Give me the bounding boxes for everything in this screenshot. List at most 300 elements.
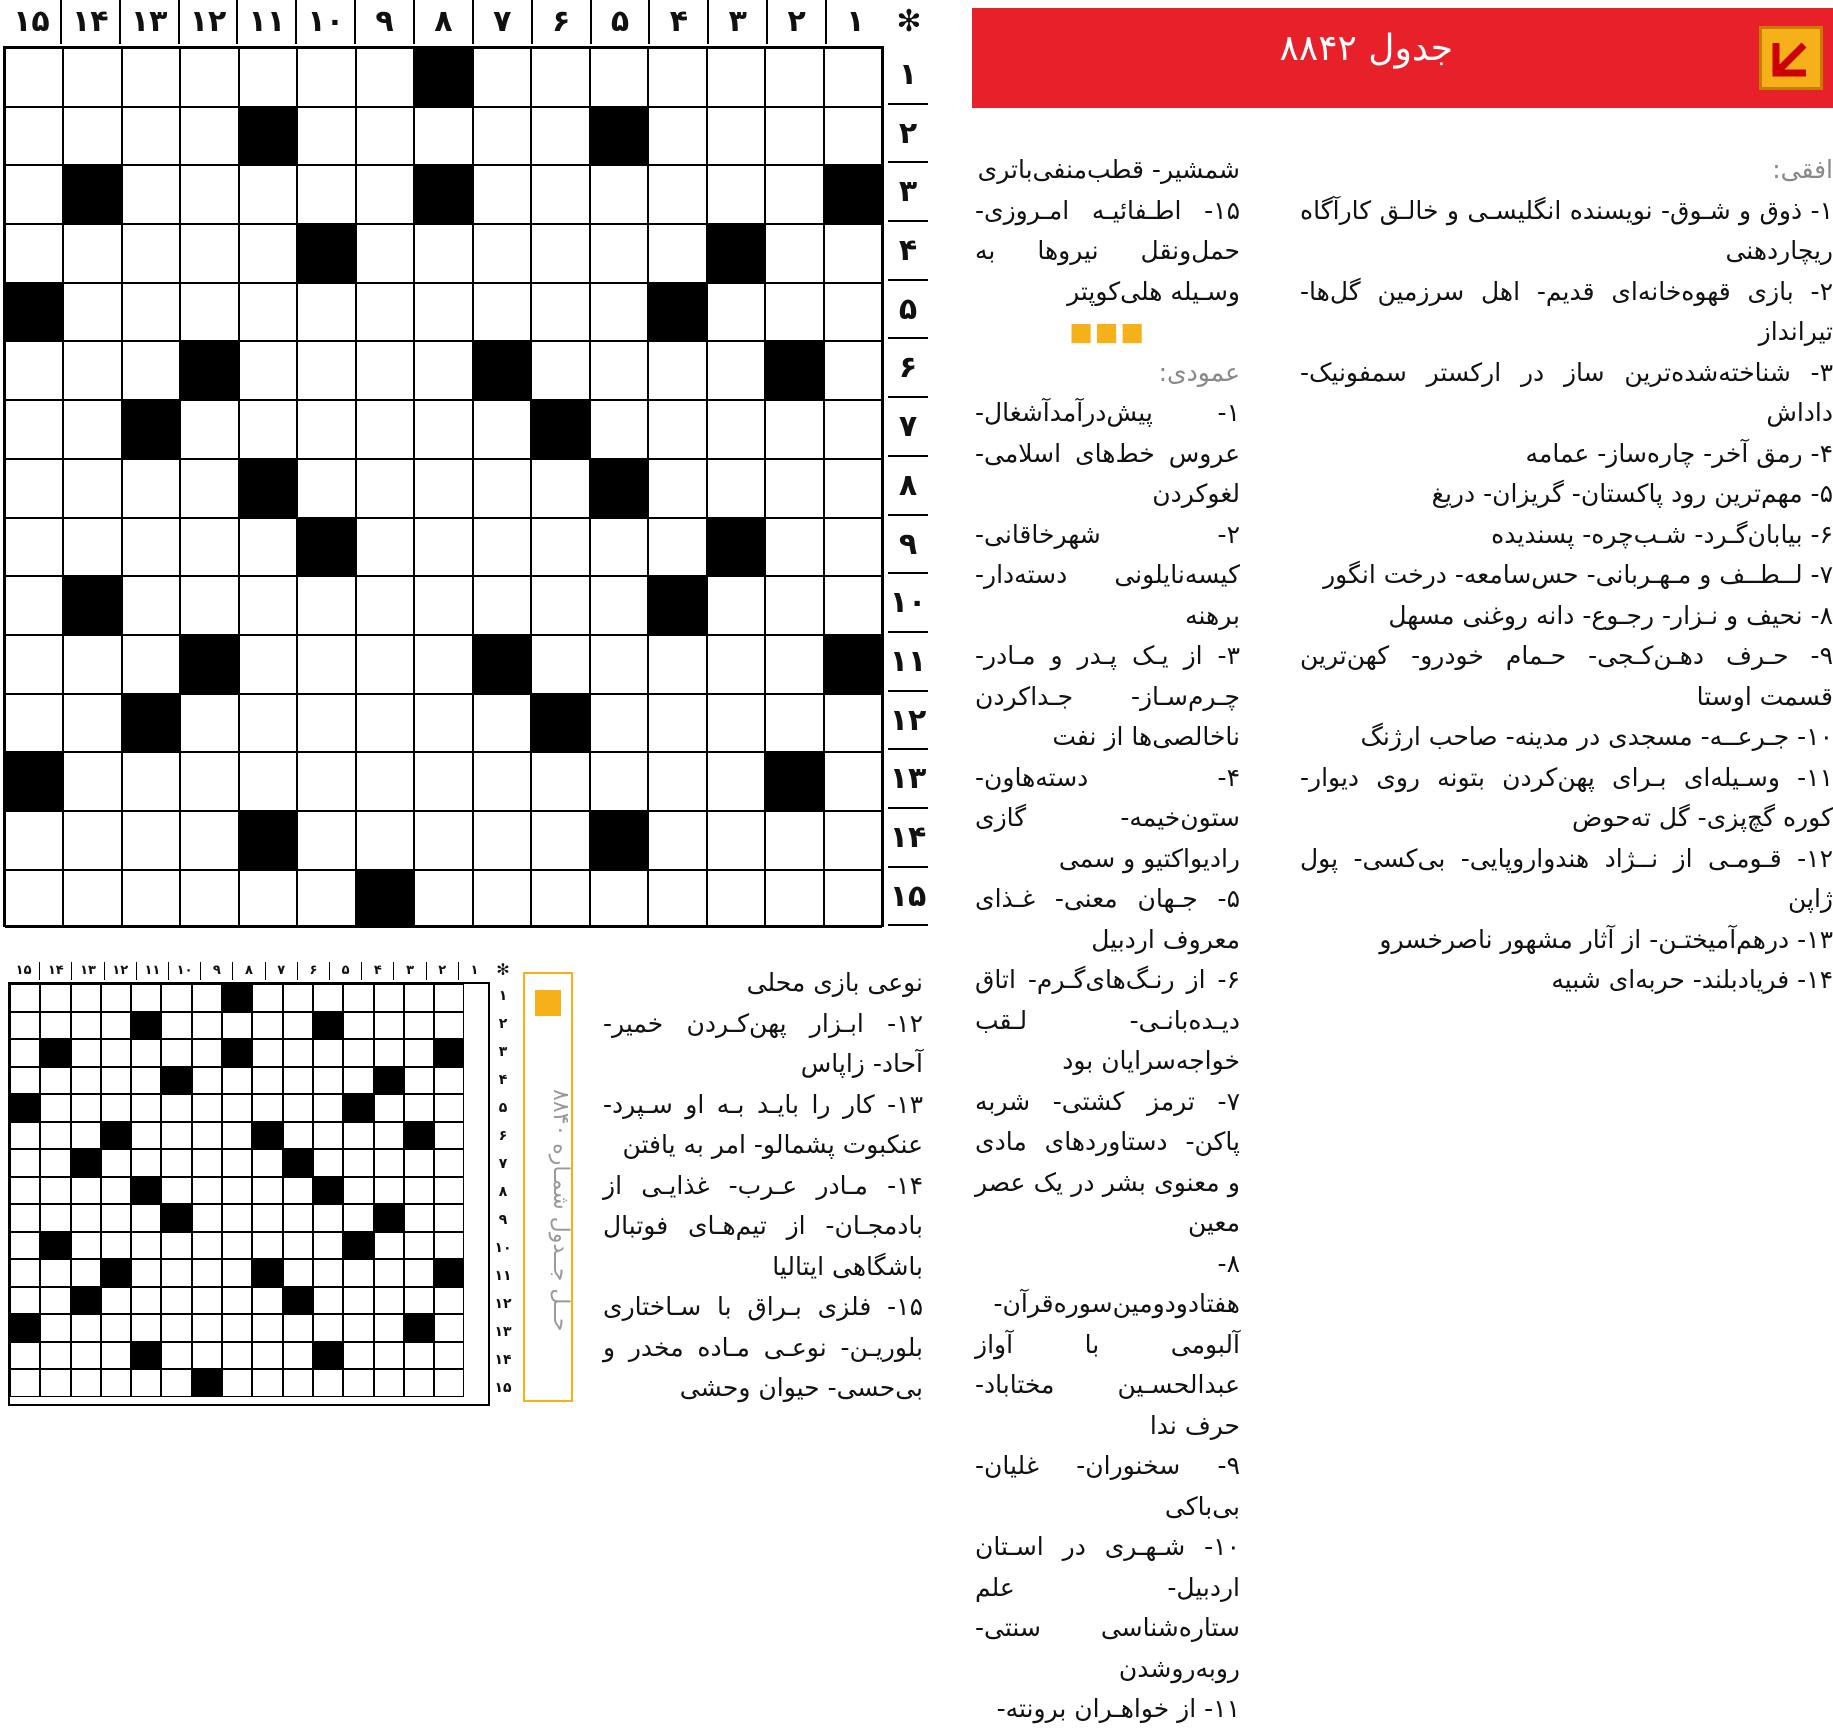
solution-black-cell [313,1177,343,1205]
empty-cell[interactable] [63,283,121,342]
empty-cell[interactable] [531,283,589,342]
empty-cell[interactable] [414,811,472,870]
solution-black-cell [434,1039,464,1067]
empty-cell[interactable] [765,811,823,870]
empty-cell[interactable] [414,752,472,811]
empty-cell[interactable] [239,224,297,283]
solution-cell [434,1287,464,1315]
empty-cell[interactable] [531,752,589,811]
solution-cell [313,1314,343,1342]
empty-cell[interactable] [473,224,531,283]
empty-cell[interactable] [531,107,589,166]
empty-cell[interactable] [473,752,531,811]
empty-cell[interactable] [356,283,414,342]
empty-cell[interactable] [765,283,823,342]
solution-cell [161,1177,191,1205]
black-cell [824,635,882,694]
empty-cell[interactable] [531,165,589,224]
empty-cell[interactable] [824,400,882,459]
solution-cell [313,1039,343,1067]
empty-cell[interactable] [648,811,706,870]
empty-cell[interactable] [122,635,180,694]
empty-cell[interactable] [297,400,355,459]
solution-cell [161,1094,191,1122]
empty-cell[interactable] [648,694,706,753]
empty-cell[interactable] [590,400,648,459]
down-clue: ۹- سخنوران- غلیان- بی‌باکی [975,1451,1240,1521]
empty-cell[interactable] [356,459,414,518]
solution-row-number: ۷ [498,1156,508,1172]
empty-cell[interactable] [297,752,355,811]
solution-cell [40,1149,70,1177]
empty-cell[interactable] [239,48,297,107]
empty-cell[interactable] [707,48,765,107]
empty-cell[interactable] [590,165,648,224]
empty-cell[interactable] [824,576,882,635]
empty-cell[interactable] [707,811,765,870]
empty-cell[interactable] [63,400,121,459]
empty-cell[interactable] [707,107,765,166]
down-clue: ۱۲- ابـزار پهن‌کـردن خمیر- آحاد- زاپاس [603,1008,923,1078]
solution-row-number: ۶ [498,1128,508,1144]
empty-cell[interactable] [531,459,589,518]
empty-cell[interactable] [239,752,297,811]
solution-black-cell [404,1314,434,1342]
section-divider: ■■■ [1069,317,1146,346]
solution-cell [71,1122,101,1150]
across-clue: ۹- حـرف دهـن‌کـجی- حـمام خودرو- کهن‌ترین قسمت اوستا [1300,641,1833,711]
empty-cell[interactable] [824,459,882,518]
empty-cell[interactable] [648,341,706,400]
tilted-square-arrow-icon [535,990,561,1016]
empty-cell[interactable] [707,870,765,929]
solution-black-cell [434,1259,464,1287]
empty-cell[interactable] [297,341,355,400]
empty-cell[interactable] [414,283,472,342]
empty-cell[interactable] [765,400,823,459]
empty-cell[interactable] [180,224,238,283]
empty-cell[interactable] [356,107,414,166]
empty-cell[interactable] [122,576,180,635]
empty-cell[interactable] [473,518,531,577]
grid-row [5,576,882,635]
empty-cell[interactable] [590,694,648,753]
solution-cell [131,984,161,1012]
empty-cell[interactable] [765,518,823,577]
empty-cell[interactable] [122,341,180,400]
empty-cell[interactable] [414,224,472,283]
solution-cell [313,984,343,1012]
empty-cell[interactable] [5,518,63,577]
black-cell [531,400,589,459]
solution-cell [374,1012,404,1040]
empty-cell[interactable] [63,694,121,753]
grid-row [5,165,882,224]
empty-cell[interactable] [531,341,589,400]
across-clue: ۵- مهم‌ترین رود پاکستان- گریزان- دریغ [1431,479,1833,508]
solution-cell [404,984,434,1012]
empty-cell[interactable] [239,870,297,929]
empty-cell[interactable] [473,811,531,870]
solution-cell [192,1094,222,1122]
empty-cell[interactable] [648,107,706,166]
empty-cell[interactable] [180,459,238,518]
solution-cell [434,1149,464,1177]
empty-cell[interactable] [180,283,238,342]
empty-cell[interactable] [414,341,472,400]
empty-cell[interactable] [122,283,180,342]
empty-cell[interactable] [590,224,648,283]
empty-cell[interactable] [648,870,706,929]
empty-cell[interactable] [122,811,180,870]
empty-cell[interactable] [180,752,238,811]
across-clue: ۴- رمق آخر- چاره‌ساز- عمامه [1525,438,1833,468]
solution-corner-star: ✻ [496,960,510,979]
empty-cell[interactable] [648,459,706,518]
solution-cell [343,1287,373,1315]
empty-cell[interactable] [590,870,648,929]
empty-cell[interactable] [824,48,882,107]
empty-cell[interactable] [414,459,472,518]
corner-star: ✻ [896,4,922,39]
empty-cell[interactable] [297,576,355,635]
empty-cell[interactable] [765,576,823,635]
empty-cell[interactable] [590,48,648,107]
empty-cell[interactable] [180,518,238,577]
empty-cell[interactable] [765,459,823,518]
empty-cell[interactable] [473,165,531,224]
empty-cell[interactable] [5,870,63,929]
empty-cell[interactable] [648,224,706,283]
empty-cell[interactable] [707,752,765,811]
empty-cell[interactable] [297,694,355,753]
solution-column-number: ۱۱ [136,962,168,980]
empty-cell[interactable] [180,48,238,107]
empty-cell[interactable] [239,635,297,694]
empty-cell[interactable] [531,811,589,870]
down-clue: ۱۳- کار را بایـد بـه او سـپرد- عنکبوت پشمالو- امر به یافتن [603,1089,923,1159]
solution-cell [404,1067,434,1095]
empty-cell[interactable] [63,341,121,400]
solution-row-number: ۸ [498,1184,508,1200]
empty-cell[interactable] [765,48,823,107]
empty-cell[interactable] [122,107,180,166]
empty-cell[interactable] [824,694,882,753]
solution-cell [343,1149,373,1177]
empty-cell[interactable] [356,576,414,635]
empty-cell[interactable] [531,635,589,694]
empty-cell[interactable] [590,576,648,635]
empty-cell[interactable] [473,870,531,929]
solution-cell [10,1342,40,1370]
empty-cell[interactable] [180,811,238,870]
empty-cell[interactable] [122,165,180,224]
empty-cell[interactable] [297,107,355,166]
down-clues-continued [603,963,923,1409]
empty-cell[interactable] [239,576,297,635]
empty-cell[interactable] [63,518,121,577]
empty-cell[interactable] [5,459,63,518]
empty-cell[interactable] [5,224,63,283]
empty-cell[interactable] [590,283,648,342]
empty-cell[interactable] [824,870,882,929]
empty-cell[interactable] [356,224,414,283]
solution-cell [434,1122,464,1150]
empty-cell[interactable] [180,165,238,224]
solution-cell [222,1149,252,1177]
empty-cell[interactable] [239,694,297,753]
empty-cell[interactable] [473,48,531,107]
empty-cell[interactable] [473,576,531,635]
solution-cell [131,1149,161,1177]
empty-cell[interactable] [473,283,531,342]
empty-cell[interactable] [297,165,355,224]
empty-cell[interactable] [414,635,472,694]
empty-cell[interactable] [356,48,414,107]
empty-cell[interactable] [180,870,238,929]
empty-cell[interactable] [239,518,297,577]
empty-cell[interactable] [297,283,355,342]
empty-cell[interactable] [765,694,823,753]
empty-cell[interactable] [180,694,238,753]
empty-cell[interactable] [356,165,414,224]
empty-cell[interactable] [63,811,121,870]
empty-cell[interactable] [356,811,414,870]
empty-cell[interactable] [297,48,355,107]
empty-cell[interactable] [824,224,882,283]
empty-cell[interactable] [590,635,648,694]
black-cell [824,165,882,224]
across-clue: ۲- بازی قهوه‌خانه‌ای قدیم- اهل سرزمین گل‌ها- تیرانداز [1300,276,1833,346]
solution-row [10,1039,488,1067]
solution-cell [10,1232,40,1260]
empty-cell[interactable] [531,576,589,635]
row-number: ۸ [888,457,928,516]
down-title: عمودی: [1158,357,1240,387]
solution-black-cell [40,1039,70,1067]
solution-cell [222,1204,252,1232]
empty-cell[interactable] [824,752,882,811]
row-number: ۳ [888,163,928,222]
column-number: ۴ [648,0,707,44]
empty-cell[interactable] [5,635,63,694]
empty-cell[interactable] [414,518,472,577]
solution-cell [343,1012,373,1040]
empty-cell[interactable] [122,459,180,518]
empty-cell[interactable] [356,400,414,459]
empty-cell[interactable] [473,400,531,459]
empty-cell[interactable] [648,635,706,694]
empty-cell[interactable] [414,576,472,635]
solution-cell [222,1067,252,1095]
solution-cell [313,1232,343,1260]
empty-cell[interactable] [473,459,531,518]
empty-cell[interactable] [414,107,472,166]
solution-black-cell [404,1122,434,1150]
empty-cell[interactable] [707,576,765,635]
down-clue: ۱۵- فلزی بـراق با سـاختاری بلوریـن- نوعـی مـاده مخدر و بی‌حسی- حیوان وحشی [603,1292,923,1402]
empty-cell[interactable] [63,635,121,694]
empty-cell[interactable] [5,694,63,753]
empty-cell[interactable] [414,400,472,459]
empty-cell[interactable] [648,48,706,107]
empty-cell[interactable] [122,48,180,107]
solution-cell [434,1342,464,1370]
empty-cell[interactable] [63,48,121,107]
empty-cell[interactable] [63,224,121,283]
empty-cell[interactable] [356,518,414,577]
black-cell [590,459,648,518]
empty-cell[interactable] [824,811,882,870]
empty-cell[interactable] [824,107,882,166]
empty-cell[interactable] [765,870,823,929]
solution-cell [10,984,40,1012]
empty-cell[interactable] [824,518,882,577]
empty-cell[interactable] [5,576,63,635]
empty-cell[interactable] [707,283,765,342]
empty-cell[interactable] [765,107,823,166]
empty-cell[interactable] [707,341,765,400]
empty-cell[interactable] [297,870,355,929]
empty-cell[interactable] [707,694,765,753]
solution-cell [283,1012,313,1040]
solution-cell [10,1039,40,1067]
empty-cell[interactable] [122,752,180,811]
empty-cell[interactable] [707,400,765,459]
empty-cell[interactable] [414,694,472,753]
empty-cell[interactable] [297,811,355,870]
empty-cell[interactable] [63,870,121,929]
empty-cell[interactable] [765,165,823,224]
row-number: ۷ [888,398,928,457]
empty-cell[interactable] [473,694,531,753]
solution-black-cell [283,1149,313,1177]
empty-cell[interactable] [5,341,63,400]
empty-cell[interactable] [122,224,180,283]
empty-cell[interactable] [824,283,882,342]
solution-cell [161,1039,191,1067]
empty-cell[interactable] [590,752,648,811]
empty-cell[interactable] [531,518,589,577]
empty-cell[interactable] [63,107,121,166]
solution-cell [101,1067,131,1095]
solution-black-cell [101,1259,131,1287]
empty-cell[interactable] [590,341,648,400]
solution-row-number: ۱۰ [494,1240,512,1256]
solution-cell [434,1067,464,1095]
solution-label: حــل جــدول شمـاره ۸۸۴۰ [548,1088,573,1332]
empty-cell[interactable] [297,635,355,694]
solution-cell [252,1314,282,1342]
empty-cell[interactable] [648,400,706,459]
empty-cell[interactable] [122,518,180,577]
empty-cell[interactable] [648,165,706,224]
empty-cell[interactable] [648,752,706,811]
empty-cell[interactable] [122,870,180,929]
empty-cell[interactable] [63,752,121,811]
empty-cell[interactable] [590,518,648,577]
solution-cell [10,1259,40,1287]
black-cell [122,400,180,459]
empty-cell[interactable] [707,635,765,694]
empty-cell[interactable] [180,400,238,459]
solution-cell [161,1012,191,1040]
empty-cell[interactable] [765,224,823,283]
solution-cell [222,1177,252,1205]
column-number: ۳ [707,0,766,44]
black-cell [180,635,238,694]
empty-cell[interactable] [63,459,121,518]
empty-cell[interactable] [707,165,765,224]
empty-cell[interactable] [5,165,63,224]
solution-cell [283,1094,313,1122]
solution-cell [101,1094,131,1122]
empty-cell[interactable] [239,400,297,459]
solution-cell [40,1094,70,1122]
empty-cell[interactable] [5,811,63,870]
empty-cell[interactable] [297,459,355,518]
empty-cell[interactable] [180,107,238,166]
empty-cell[interactable] [356,341,414,400]
empty-cell[interactable] [824,341,882,400]
empty-cell[interactable] [414,870,472,929]
solution-cell [404,1012,434,1040]
empty-cell[interactable] [180,576,238,635]
solution-black-cell [313,1012,343,1040]
black-cell [707,518,765,577]
empty-cell[interactable] [356,752,414,811]
empty-cell[interactable] [765,635,823,694]
column-number: ۷ [472,0,531,44]
empty-cell[interactable] [648,518,706,577]
solution-cell [252,1342,282,1370]
empty-cell[interactable] [239,283,297,342]
solution-cell [10,1369,40,1397]
solution-cell [252,1149,282,1177]
empty-cell[interactable] [239,165,297,224]
solution-cell [404,1149,434,1177]
empty-cell[interactable] [356,635,414,694]
empty-cell[interactable] [531,870,589,929]
black-cell [180,341,238,400]
solution-cell [404,1369,434,1397]
solution-cell [374,1122,404,1150]
solution-cell [192,1067,222,1095]
solution-cell [222,1232,252,1260]
black-cell [473,341,531,400]
empty-cell[interactable] [531,224,589,283]
empty-cell[interactable] [473,107,531,166]
solution-cell [313,1259,343,1287]
middle-clues [975,150,1240,1730]
solution-cell [192,1259,222,1287]
empty-cell[interactable] [239,341,297,400]
empty-cell[interactable] [531,48,589,107]
solution-cell [313,1149,343,1177]
solution-row [10,1342,488,1370]
empty-cell[interactable] [707,459,765,518]
empty-cell[interactable] [5,107,63,166]
down-continued: نوعی بازی محلی [746,968,923,997]
solution-cell [434,1177,464,1205]
solution-cell [404,1287,434,1315]
crossword-grid[interactable] [3,46,884,927]
empty-cell[interactable] [356,694,414,753]
solution-black-cell [131,1177,161,1205]
empty-cell[interactable] [5,400,63,459]
empty-cell[interactable] [5,48,63,107]
black-cell [414,165,472,224]
